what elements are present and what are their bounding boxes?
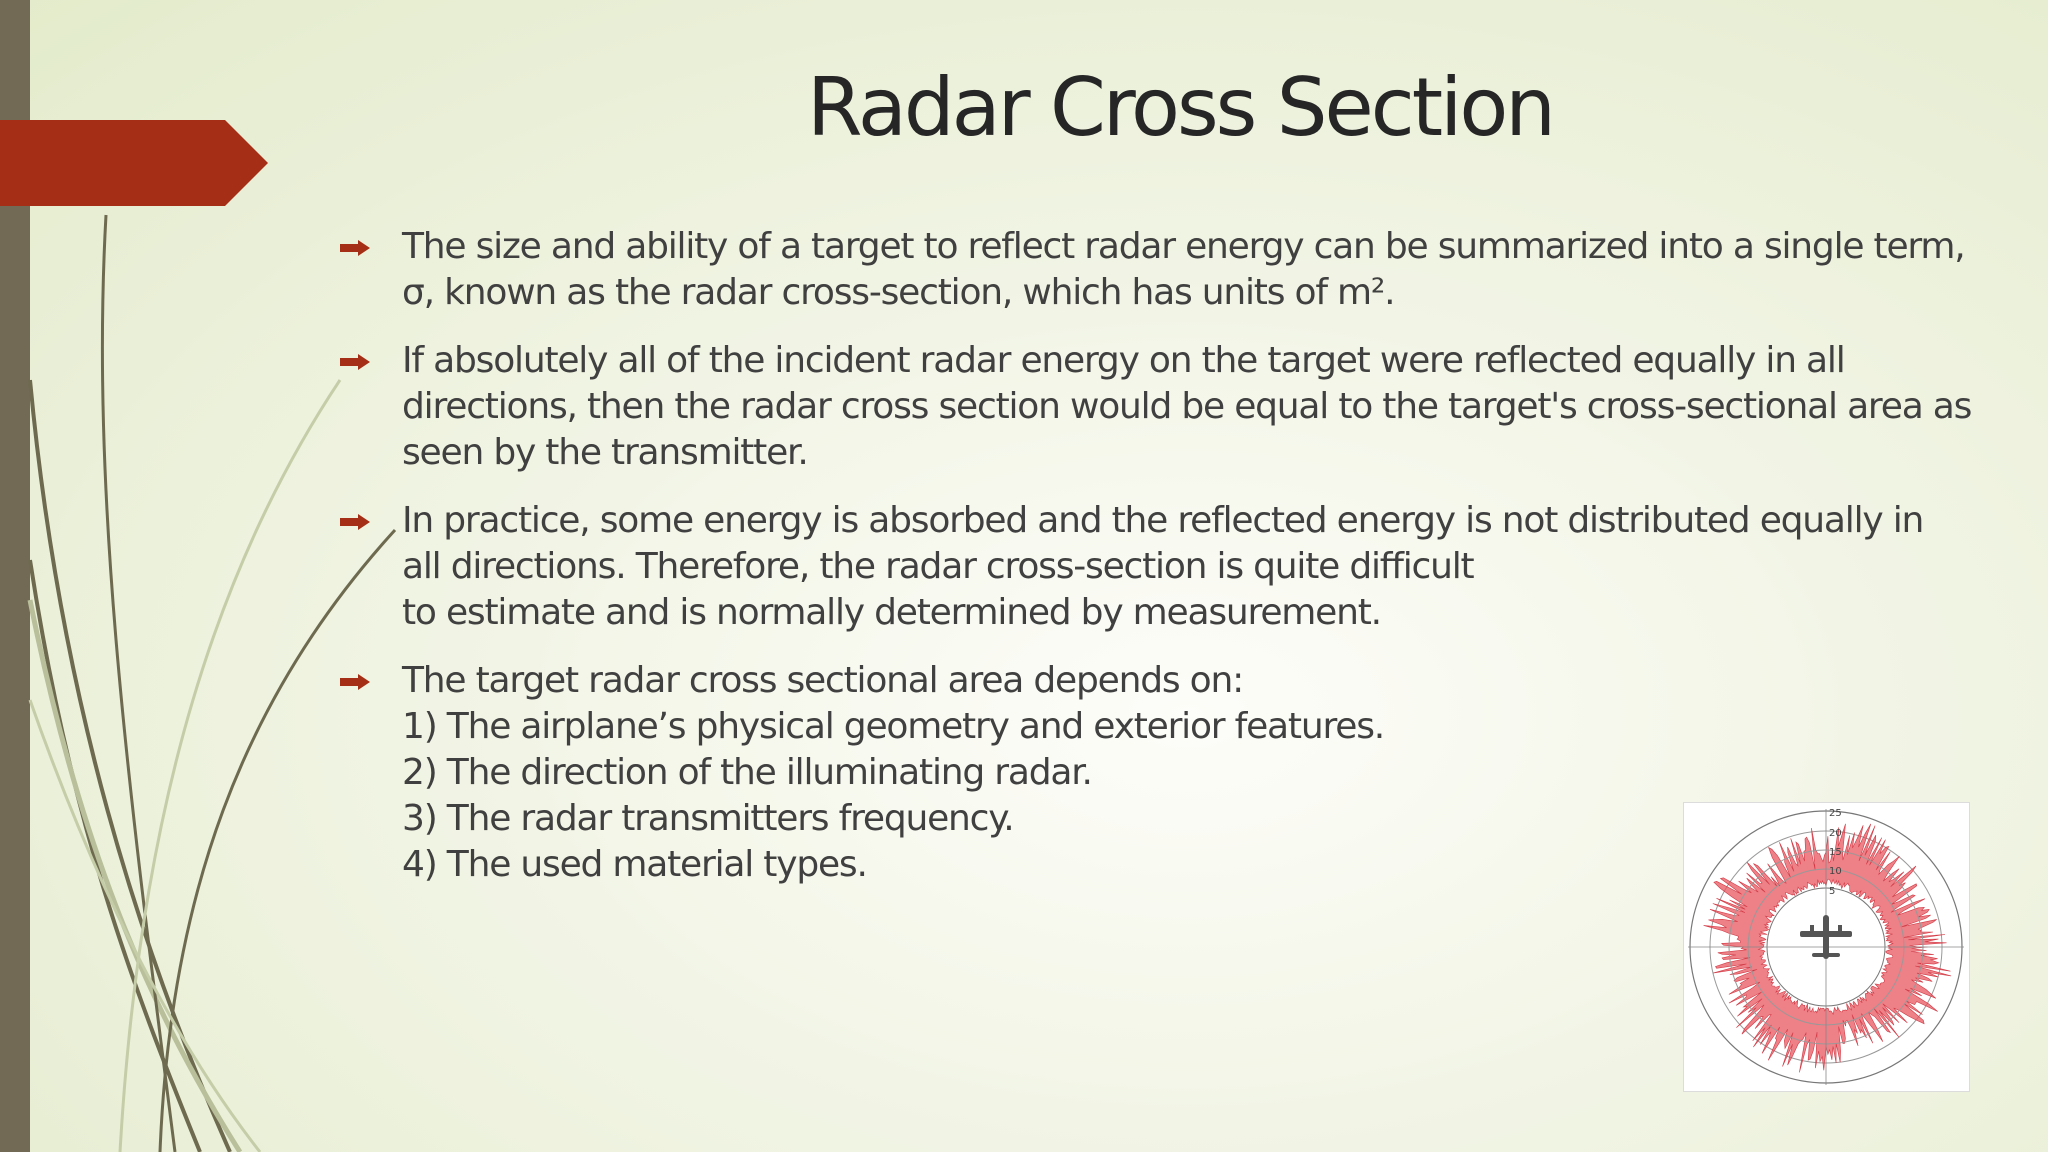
bullet-line: all directions. Therefore, the radar cross-section is quite difficult — [402, 546, 1474, 587]
bullet-text — [402, 498, 2010, 636]
bullet-item — [340, 498, 2010, 636]
bullet-line: 3) The radar transmitters frequency. — [402, 798, 1014, 839]
bullet-line: 4) The used material types. — [402, 844, 867, 885]
bullet-line: If absolutely all of the incident radar energy on the target were reflected equally in all — [402, 340, 1845, 381]
bullet-arrow-icon — [340, 224, 402, 260]
rcs-polar-plot — [1684, 803, 1969, 1091]
bullet-arrow-icon — [340, 338, 402, 374]
bullet-line: 2) The direction of the illuminating radar. — [402, 752, 1092, 793]
bullet-item — [340, 338, 2010, 476]
accent-arrow-flag — [0, 120, 268, 206]
ring-label: 25 — [1829, 808, 1842, 819]
bullet-line: 1) The airplane’s physical geometry and exterior features. — [402, 706, 1385, 747]
bullet-line: The size and ability of a target to reflect radar energy can be summarized into a single term, — [402, 226, 1965, 267]
bullet-line: σ, known as the radar cross-section, which has units of m². — [402, 272, 1395, 313]
ring-label: 15 — [1829, 847, 1842, 858]
bullet-line: In practice, some energy is absorbed and the reflected energy is not distributed equally in — [402, 500, 1924, 541]
bullet-line: to estimate and is normally determined by measurement. — [402, 592, 1381, 633]
bullet-item — [340, 224, 2010, 316]
bullet-line: The target radar cross sectional area depends on: — [402, 660, 1244, 701]
rcs-polar-plot-image — [1683, 802, 1970, 1092]
bullet-line: seen by the transmitter. — [402, 432, 808, 473]
bullet-arrow-icon — [340, 658, 402, 694]
bullet-line: directions, then the radar cross section would be equal to the target's cross-sectional area as — [402, 386, 1972, 427]
slide-title: Radar Cross Section — [807, 61, 1553, 154]
ring-label: 20 — [1829, 828, 1842, 839]
bullet-arrow-icon — [340, 498, 402, 534]
ring-label: 10 — [1829, 866, 1842, 877]
bullet-text — [402, 224, 2010, 316]
ring-label: 5 — [1829, 886, 1836, 897]
bullet-text — [402, 338, 2010, 476]
